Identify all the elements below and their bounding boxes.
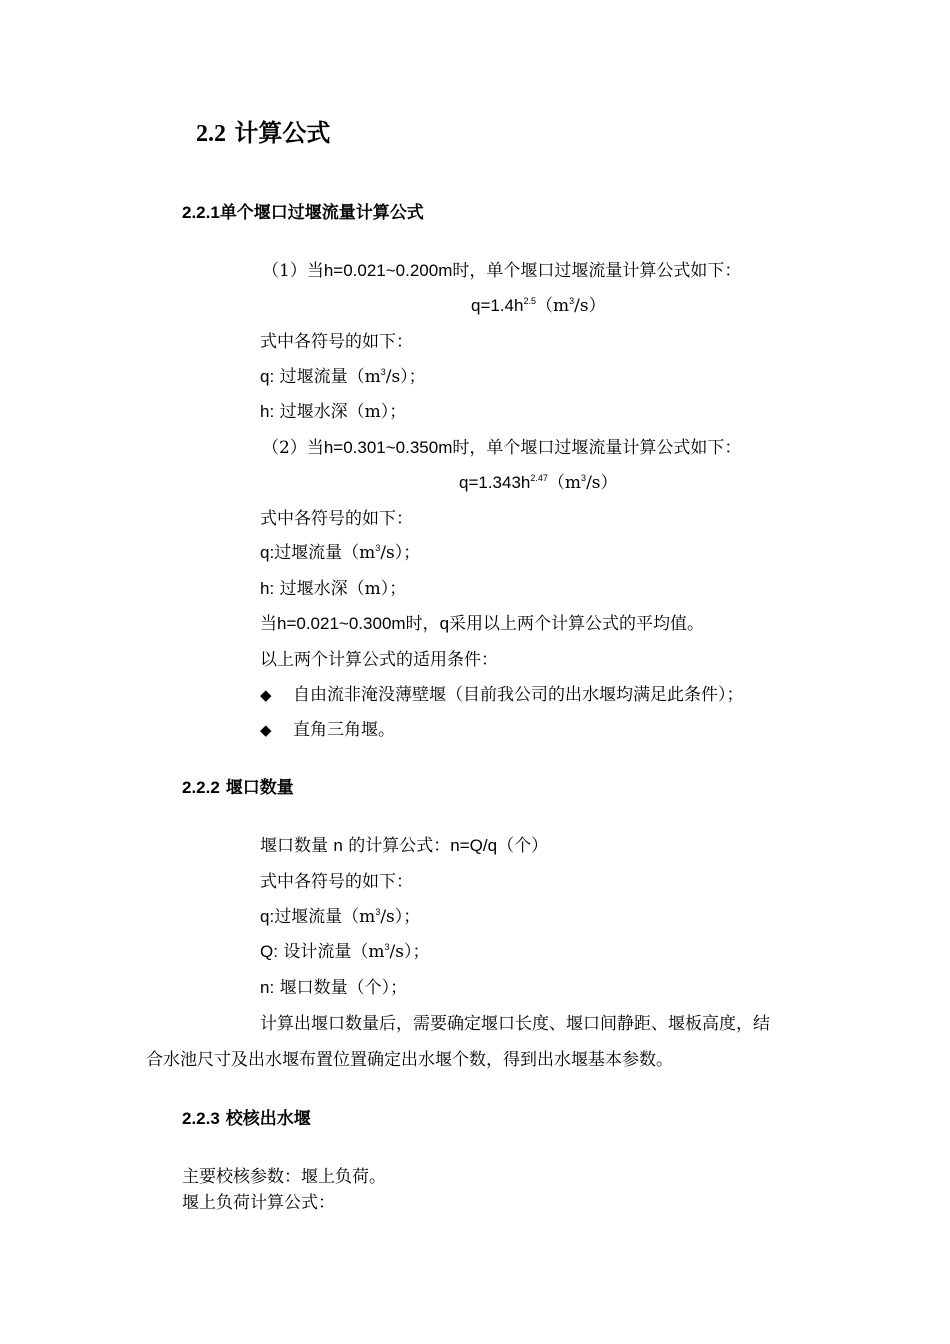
- subsection-title-1: 单个堰口过堰流量计算公式: [219, 203, 424, 223]
- case1-line: [262, 259, 741, 283]
- count-formula-n: n: [333, 836, 343, 855]
- average-suffix: 采用以上两个计算公式的平均值。: [449, 614, 705, 634]
- formula2-unit-open: （m: [547, 473, 582, 493]
- subsection-heading-2: [182, 773, 294, 798]
- black-diamond-icon: ◆: [260, 686, 272, 704]
- def-h-1-text: 过堰水深（m）；: [274, 402, 407, 422]
- case1-range: h=0.021~0.200m: [323, 261, 453, 280]
- case2-range: h=0.301~0.350m: [323, 438, 453, 457]
- definition-n: [260, 976, 407, 1000]
- def-h-2-text: 过堰水深（m）；: [274, 579, 407, 599]
- def-n-name: n:: [260, 978, 275, 997]
- case1-suffix: 时，单个堰口过堰流量计算公式如下：: [452, 261, 742, 281]
- paragraph-line-2: 合水池尺寸及出水堰布置位置确定出水堰个数，得到出水堰基本参数。: [146, 1050, 673, 1070]
- definition-q-3: [260, 905, 420, 929]
- formula2-unit-close: /s）: [586, 473, 618, 493]
- def-h-2-name: h:: [260, 579, 275, 598]
- subsection-title-3: 校核出水堰: [225, 1109, 311, 1129]
- formula2-unit-sup: 3: [581, 473, 587, 483]
- definition-q-2: [260, 541, 420, 565]
- case2-prefix: （2）当: [262, 438, 324, 458]
- symbols-intro-3: 式中各符号的如下：: [260, 872, 413, 892]
- formula-2: [459, 471, 618, 495]
- def-q-2-end: /s）；: [380, 543, 421, 563]
- subsection-title-2: 堰口数量: [225, 778, 294, 798]
- def-q-3-text: 过堰流量（m: [274, 907, 376, 927]
- case1-prefix: （1）当: [262, 261, 324, 281]
- subsection-number-2: 2.2.2: [182, 778, 220, 797]
- formula2-base: q=1.343h: [459, 473, 531, 492]
- definition-h-1: [260, 400, 406, 424]
- condition-item-2: 直角三角堰。: [293, 720, 395, 740]
- formula2-exponent: 2.47: [530, 473, 548, 483]
- formula1-base: q=1.4h: [471, 296, 524, 315]
- def-q-1-end: /s）；: [385, 367, 426, 387]
- subsection-heading-1: [182, 198, 424, 223]
- section-title: 计算公式: [234, 118, 331, 147]
- def-q-2-text: 过堰流量（m: [274, 543, 376, 563]
- def-q-3-sup: 3: [375, 907, 381, 917]
- definition-q-1: [260, 365, 426, 389]
- symbols-intro-2: 式中各符号的如下：: [260, 509, 413, 529]
- def-q-2-name: q:: [260, 543, 275, 562]
- average-range: h=0.021~0.300m: [277, 614, 406, 633]
- symbols-intro-1: 式中各符号的如下：: [260, 332, 413, 352]
- count-formula-mid: 的计算公式：: [348, 836, 451, 856]
- check-params-line: 主要校核参数：堰上负荷。: [182, 1167, 386, 1187]
- def-Q-end: /s）；: [389, 942, 430, 962]
- def-n-text: 堰口数量（个）；: [274, 978, 408, 998]
- definition-Q: [260, 940, 429, 964]
- formula1-unit-sup: 3: [569, 296, 575, 306]
- conditions-intro: 以上两个计算公式的适用条件：: [260, 650, 498, 670]
- formula1-unit-close: /s）: [574, 296, 606, 316]
- condition-item-1: 自由流非淹没薄壁堰（目前我公司的出水堰均满足此条件）；: [293, 685, 744, 705]
- count-formula-unit: （个）: [497, 836, 549, 856]
- paragraph-line-1: 计算出堰口数量后，需要确定堰口长度、堰口间静距、堰板高度，结: [260, 1014, 770, 1034]
- def-Q-sup: 3: [384, 942, 390, 952]
- def-Q-name: Q:: [260, 942, 278, 961]
- load-formula-intro: 堰上负荷计算公式：: [182, 1193, 335, 1213]
- average-line: [260, 612, 704, 636]
- average-prefix: 当: [260, 614, 277, 634]
- def-q-1-sup: 3: [380, 367, 386, 377]
- count-formula-prefix: 堰口数量: [260, 836, 328, 856]
- def-Q-text: 设计流量（m: [277, 942, 385, 962]
- section-heading: [196, 113, 330, 148]
- case2-suffix: 时，单个堰口过堰流量计算公式如下：: [452, 438, 742, 458]
- definition-h-2: [260, 577, 406, 601]
- section-number: 2.2: [196, 121, 226, 147]
- def-q-1-text: 过堰流量（m: [274, 367, 381, 387]
- case2-line: [262, 436, 741, 460]
- def-q-3-end: /s）；: [380, 907, 421, 927]
- count-formula-expr: n=Q/q: [450, 836, 498, 855]
- average-mid: 时，: [405, 614, 440, 634]
- def-q-1-name: q:: [260, 367, 275, 386]
- count-formula-line: [260, 834, 548, 858]
- def-h-1-name: h:: [260, 402, 275, 421]
- def-q-2-sup: 3: [375, 543, 381, 553]
- formula1-exponent: 2.5: [523, 296, 536, 306]
- average-q: q: [439, 614, 450, 633]
- def-q-3-name: q:: [260, 907, 275, 926]
- black-diamond-icon: ◆: [260, 721, 272, 739]
- formula-1: [471, 294, 606, 318]
- formula1-unit-open: （m: [536, 296, 570, 316]
- subsection-number-3: 2.2.3: [182, 1109, 220, 1128]
- subsection-heading-3: [182, 1104, 311, 1129]
- subsection-number-1: 2.2.1: [182, 203, 220, 222]
